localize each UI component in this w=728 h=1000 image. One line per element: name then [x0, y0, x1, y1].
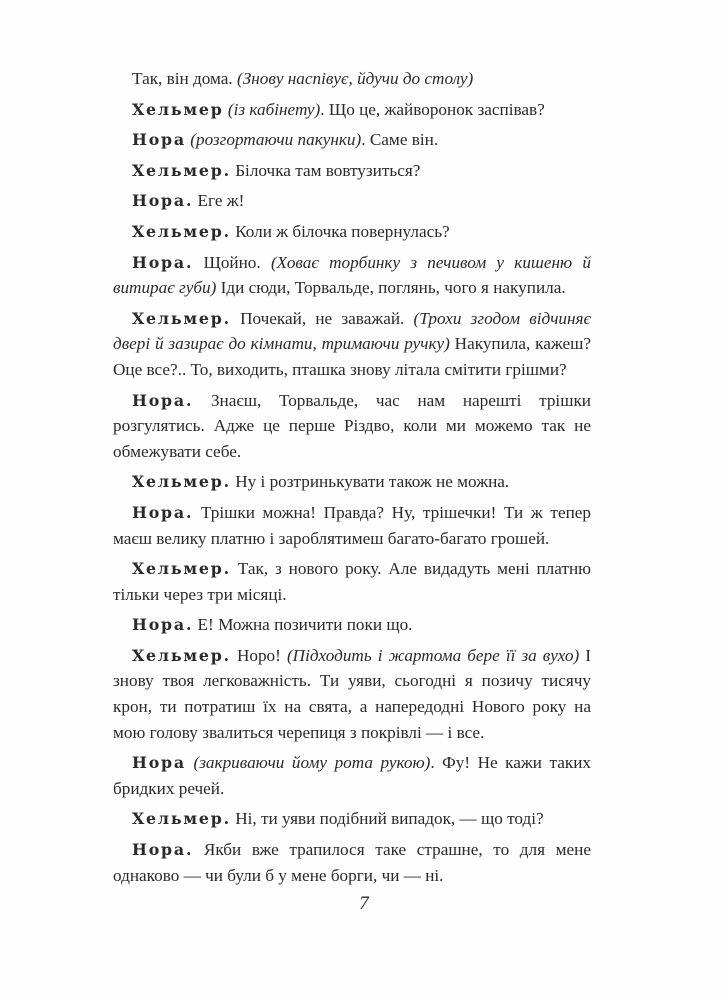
dialogue-line [113, 837, 591, 888]
spoken-text: Знаєш, Торвальде, час нам нарешті трішки розгулятись. Адже це перше Різдво, коли ми можемо так не обмежувати себе. [113, 390, 591, 461]
spoken-text: Е! Можна позичити поки що. [193, 615, 413, 635]
stage-direction: (Знову наспівує, йдучи до столу) [237, 69, 474, 88]
speaker-name: Нора. [132, 390, 194, 410]
spoken-text: Почекай, не заважай. [230, 308, 414, 328]
speaker-name: Нора. [132, 502, 194, 522]
spoken-text [186, 753, 194, 772]
spoken-text: Ні, ти уяви подібний випадок, — що тоді? [230, 809, 544, 829]
spoken-text: Ну і розтринькувати також не можна. [230, 472, 510, 492]
stage-direction: (із кабінету) [227, 99, 321, 119]
spoken-text: Щойно. [193, 252, 271, 272]
page-number: 7 [359, 893, 369, 914]
dialogue-line [113, 188, 591, 214]
dialogue-line [113, 469, 591, 495]
dialogue-line [113, 556, 591, 607]
speaker-name: Хельмер [132, 99, 224, 119]
spoken-text: Якби вже трапилося таке страшне, то для мене однаково — чи були б у мене борги, чи — ні. [113, 840, 591, 885]
speaker-name: Нора [132, 130, 186, 150]
spoken-text: Так, з нового року. Але видадуть мені платню тільки через три місяці. [113, 559, 591, 604]
dialogue-line [113, 750, 591, 801]
stage-direction: (Підходить і жартома бере її за вухо) [286, 645, 580, 665]
speaker-name: Нора. [132, 615, 194, 635]
dialogue-line [113, 306, 591, 383]
dialogue-line [113, 219, 591, 245]
dialogue-line [113, 158, 591, 184]
spoken-text: І знову твоя легковажність. Ти уяви, сьогодні я позичу тисячу крон, ти потратиш їх на свята, а напередодні Нового року на мою голову звалиться черепиця з покрівлі — і все. [113, 645, 591, 742]
speaker-name: Хельмер. [132, 221, 231, 241]
dialogue-line [113, 643, 591, 745]
dialogue-line [113, 500, 591, 551]
spoken-text: Коли ж білочка повернулась? [230, 221, 450, 241]
dialogue-line [113, 66, 591, 92]
dialogue-line [113, 388, 591, 465]
speaker-name: Нора [132, 753, 186, 773]
dialogue-line [113, 250, 591, 301]
spoken-text: Іди сюди, Торвальде, поглянь, чого я накупила. [216, 278, 566, 298]
speaker-name: Хельмер. [132, 160, 231, 180]
speaker-name: Хельмер. [132, 472, 231, 492]
speaker-name: Хельмер. [132, 809, 231, 829]
speaker-name: Нора. [132, 191, 194, 211]
speaker-name: Хельмер. [132, 559, 231, 579]
speaker-name: Нора. [132, 840, 194, 860]
dialogue-line [113, 97, 591, 123]
spoken-text: Трішки можна! Правда? Ну, трішечки! Ти ж тепер маєш велику платню і зароблятимеш багато-багато грошей. [113, 502, 591, 548]
play-text [113, 66, 591, 893]
dialogue-line [113, 127, 591, 153]
spoken-text: Накупила, кажеш? Оце все?.. То, виходить, пташка знову літала смітити грішми? [113, 334, 591, 379]
spoken-text: Еге ж! [193, 191, 245, 211]
stage-direction: (закриваючи йому рота рукою) [193, 753, 431, 773]
spoken-text: Норо! [230, 645, 287, 665]
stage-direction: (Трохи згодом відчиняє двері й зазирає до кімнати, тримаючи ручку) [113, 308, 591, 354]
dialogue-line [113, 612, 591, 638]
spoken-text: . Фу! Не кажи таких бридких речей. [113, 753, 591, 798]
spoken-text: Білочка там вовтузиться? [230, 160, 421, 180]
spoken-text: Так, він дома. [132, 69, 238, 88]
stage-direction: (Ховає торбинку з печивом у кишеню й витирає губи) [113, 252, 591, 298]
dialogue-line [113, 806, 591, 832]
stage-direction: (розгортаючи пакунки) [190, 130, 362, 150]
spoken-text: . Саме він. [361, 130, 439, 150]
speaker-name: Нора. [132, 252, 194, 272]
speaker-name: Хельмер. [132, 645, 231, 665]
spoken-text: . Що це, жайворонок заспівав? [320, 99, 545, 119]
speaker-name: Хельмер. [132, 308, 231, 328]
